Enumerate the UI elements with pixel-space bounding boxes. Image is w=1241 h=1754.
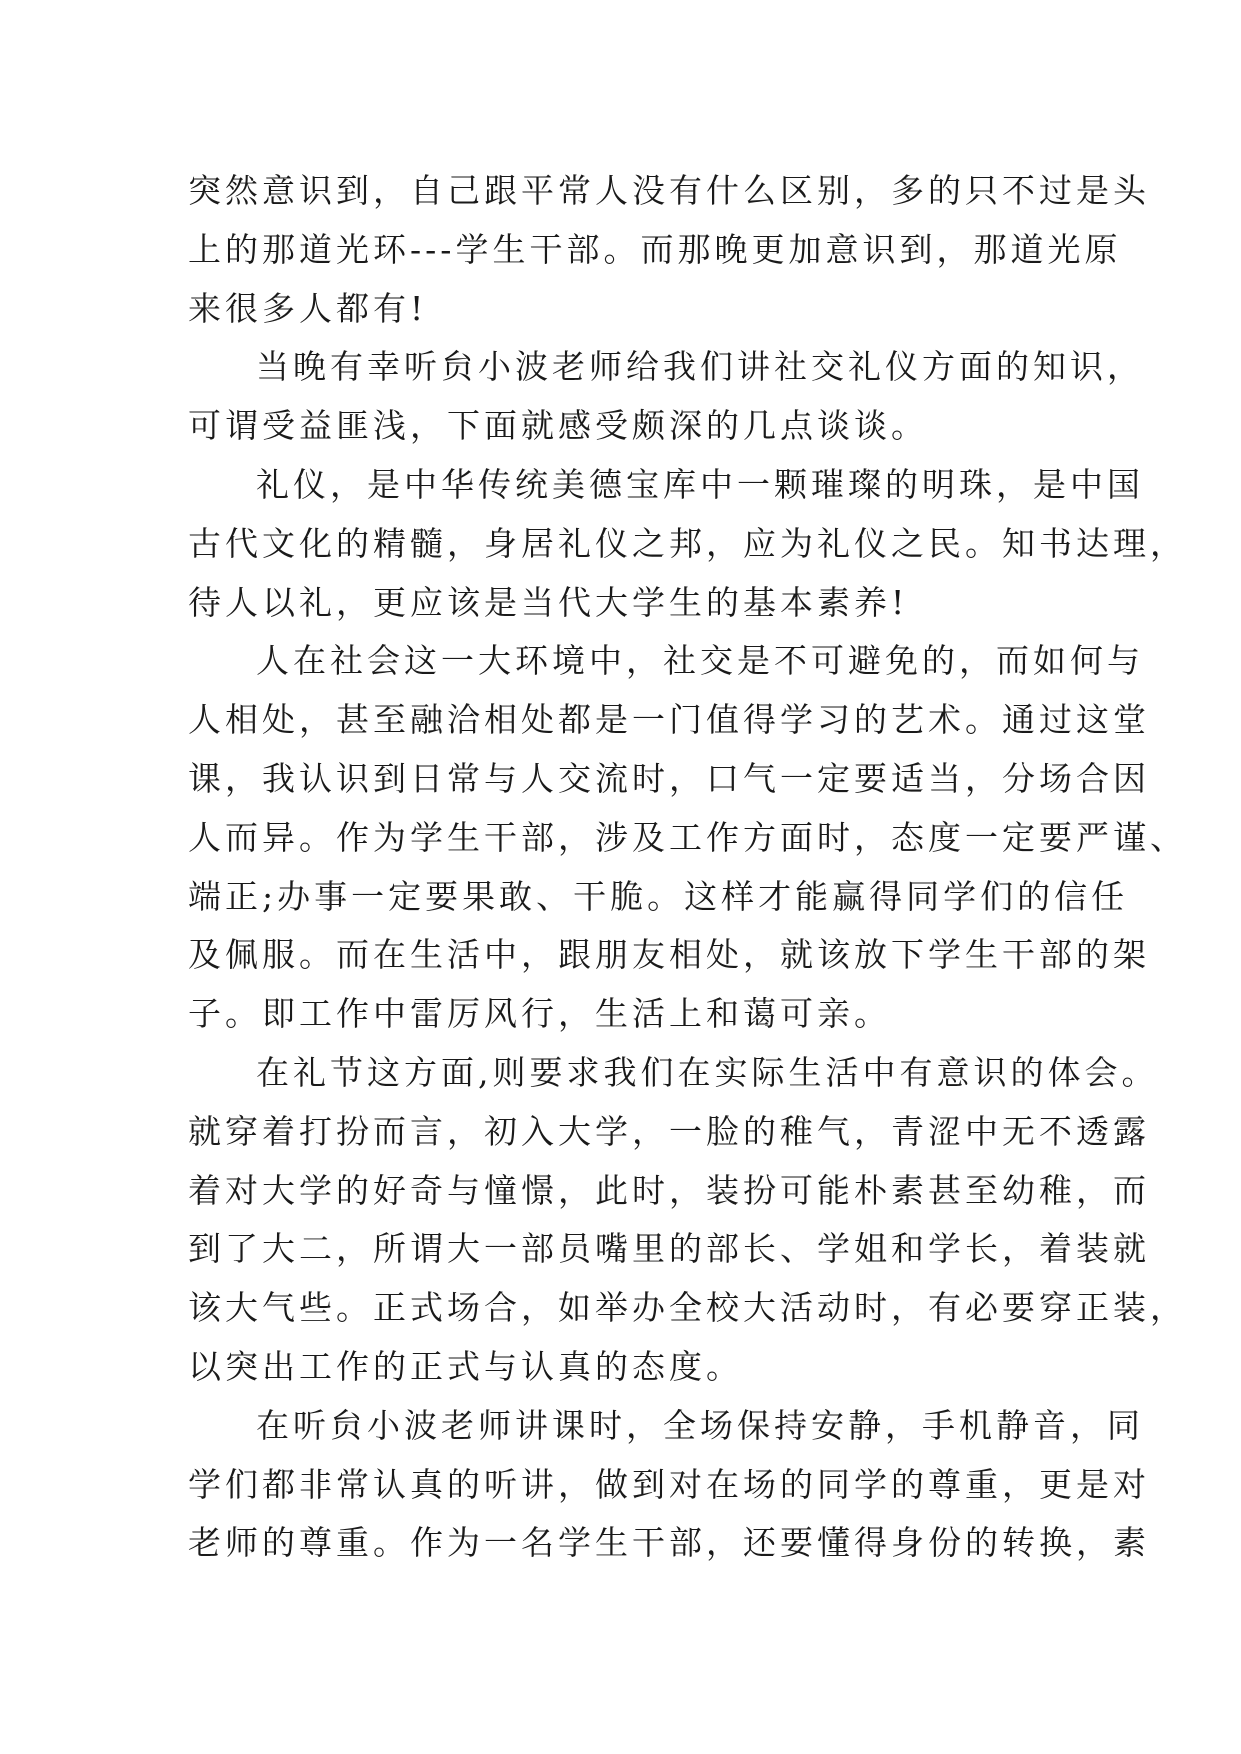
text-line: 老师的尊重。作为一名学生干部，还要懂得身份的转换，素	[188, 1523, 1150, 1563]
text-line: 学们都非常认真的听讲，做到对在场的同学的尊重，更是对	[188, 1464, 1150, 1504]
text-line: 课，我认识到日常与人交流时，口气一定要适当，分场合因	[188, 758, 1150, 798]
text-line: 上的那道光环---学生干部。而那晚更加意识到，那道光原	[188, 229, 1122, 269]
paragraph-start-line: 当晚有幸听贠小波老师给我们讲社交礼仪方面的知识，	[256, 347, 1144, 387]
text-line: 来很多人都有!	[188, 288, 428, 328]
text-line: 子。即工作中雷厉风行，生活上和蔼可亲。	[188, 994, 891, 1034]
text-line: 该大气些。正式场合，如举办全校大活动时，有必要穿正装，	[188, 1288, 1187, 1328]
text-line: 古代文化的精髓，身居礼仪之邦，应为礼仪之民。知书达理，	[188, 523, 1187, 563]
text-line: 人而异。作为学生干部，涉及工作方面时，态度一定要严谨、	[188, 817, 1187, 857]
paragraph-start-line: 在礼节这方面,则要求我们在实际生活中有意识的体会。	[256, 1052, 1159, 1092]
text-line: 到了大二，所谓大一部员嘴里的部长、学姐和学长，着装就	[188, 1229, 1150, 1269]
paragraph-start-line: 在听贠小波老师讲课时，全场保持安静，手机静音，同	[256, 1405, 1144, 1445]
text-line: 突然意识到，自己跟平常人没有什么区别，多的只不过是头	[188, 171, 1150, 210]
text-line: 端正;办事一定要果敢、干脆。这样才能赢得同学们的信任	[188, 876, 1129, 916]
paragraph-start-line: 礼仪，是中华传统美德宝库中一颗璀璨的明珠，是中国	[256, 464, 1144, 504]
text-line: 就穿着打扮而言，初入大学，一脸的稚气，青涩中无不透露	[188, 1111, 1150, 1151]
text-line: 可谓受益匪浅，下面就感受颇深的几点谈谈。	[188, 406, 928, 446]
text-line: 人相处，甚至融洽相处都是一门值得学习的艺术。通过这堂	[188, 700, 1150, 740]
text-line: 待人以礼，更应该是当代大学生的基本素养!	[188, 582, 909, 622]
text-line: 着对大学的好奇与憧憬，此时，装扮可能朴素甚至幼稚，而	[188, 1170, 1150, 1210]
text-line: 以突出工作的正式与认真的态度。	[188, 1346, 743, 1386]
body-text	[188, 162, 1187, 1573]
paragraph-start-line: 人在社会这一大环境中，社交是不可避免的，而如何与	[256, 641, 1144, 681]
text-line: 及佩服。而在生活中，跟朋友相处，就该放下学生干部的架	[188, 935, 1150, 975]
